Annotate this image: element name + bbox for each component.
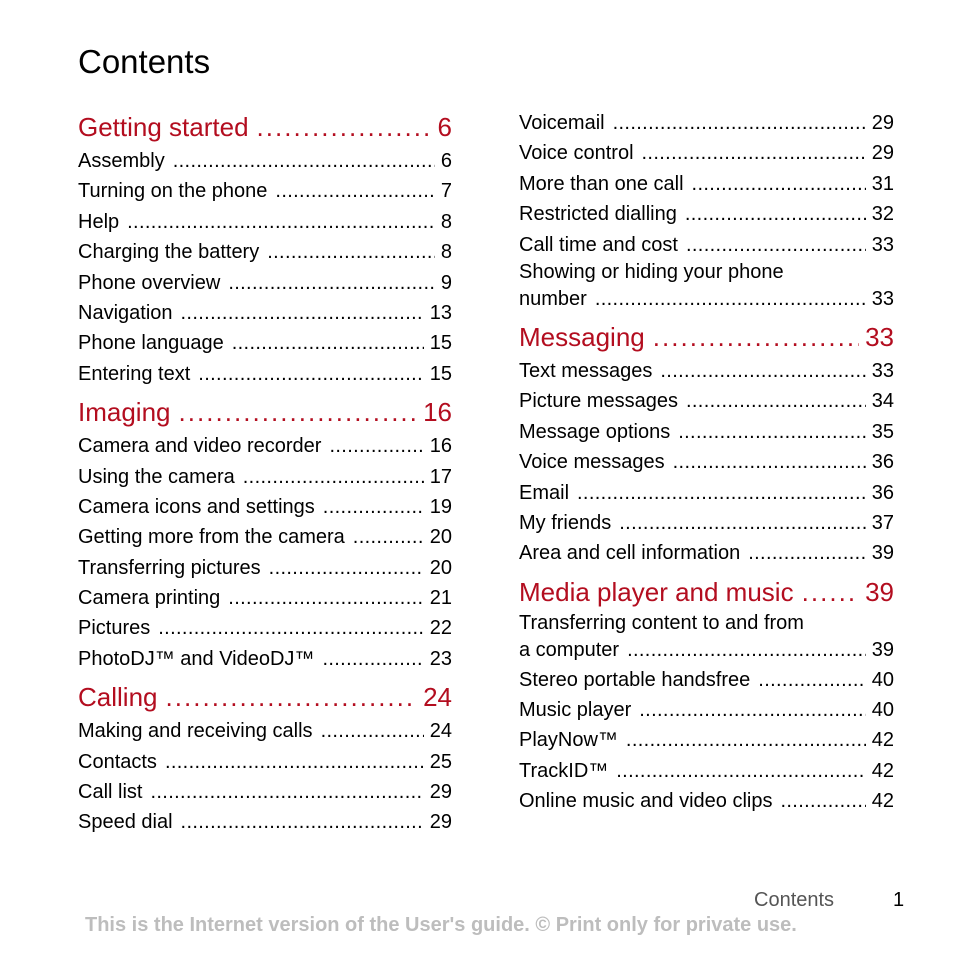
toc-entry[interactable] — [78, 613, 452, 643]
toc-entry[interactable] — [519, 508, 894, 538]
toc-entry[interactable] — [519, 447, 894, 477]
dot-leader — [685, 199, 866, 229]
dot-leader — [181, 807, 424, 837]
toc-heading-calling[interactable] — [78, 678, 452, 716]
heading-label: Calling — [78, 682, 158, 713]
entry-page: 39 — [871, 638, 894, 661]
dot-leader — [758, 665, 865, 695]
entry-label: Email — [519, 481, 570, 504]
entry-page: 8 — [440, 210, 452, 233]
entry-label: Camera icons and settings — [78, 495, 315, 518]
entry-label: Using the camera — [78, 465, 235, 488]
toc-entry-two-line[interactable] — [519, 611, 894, 665]
toc-entry[interactable] — [78, 644, 452, 674]
entry-label: Contacts — [78, 750, 157, 773]
toc-entry[interactable] — [519, 386, 894, 416]
entry-page: 13 — [429, 301, 452, 324]
toc-entry[interactable] — [78, 583, 452, 613]
entry-page: 9 — [440, 271, 452, 294]
toc-entry[interactable] — [78, 146, 452, 176]
toc-entry[interactable] — [78, 328, 452, 358]
toc-entry[interactable] — [78, 462, 452, 492]
heading-page: 6 — [437, 112, 452, 142]
footer-disclaimer: This is the Internet version of the User's guide. © Print only for private use. — [85, 914, 797, 936]
dot-leader — [257, 108, 432, 146]
dot-leader — [173, 146, 435, 176]
entry-page: 8 — [440, 241, 452, 264]
entry-page: 22 — [429, 617, 452, 640]
dot-leader — [616, 756, 865, 786]
entry-label-line1: Transferring content to and from — [519, 611, 804, 634]
dot-leader — [353, 522, 424, 552]
toc-entry[interactable] — [519, 199, 894, 229]
entry-line2 — [519, 284, 894, 314]
toc-entry[interactable] — [519, 695, 894, 725]
entry-page: 29 — [429, 781, 452, 804]
heading-page: 39 — [865, 576, 894, 607]
entry-page: 33 — [871, 287, 894, 310]
dot-leader — [267, 237, 435, 267]
entry-label: Charging the battery — [78, 241, 260, 264]
page-title: Contents — [78, 43, 211, 80]
entry-page: 21 — [429, 587, 452, 610]
entry-label: Call list — [78, 781, 143, 804]
entry-label: Camera and video recorder — [78, 435, 322, 458]
entry-page: 36 — [871, 481, 894, 504]
entry-page: 34 — [871, 390, 894, 413]
dot-leader — [179, 393, 418, 431]
dot-leader — [626, 725, 866, 755]
toc-entry[interactable] — [78, 747, 452, 777]
entry-page: 29 — [871, 112, 894, 134]
dot-leader — [595, 284, 866, 314]
dot-leader — [642, 138, 866, 168]
toc-entry[interactable] — [519, 478, 894, 508]
dot-leader — [165, 747, 424, 777]
dot-leader — [322, 644, 423, 674]
entry-page: 20 — [429, 556, 452, 579]
toc-entry[interactable] — [78, 553, 452, 583]
toc-entry[interactable] — [78, 522, 452, 552]
heading-label: Media player and music — [519, 576, 794, 607]
entry-label: Transferring pictures — [78, 556, 261, 579]
dot-leader — [228, 583, 423, 613]
toc-entry[interactable] — [78, 777, 452, 807]
dot-leader — [660, 356, 865, 386]
entry-page: 20 — [429, 526, 452, 549]
footer-page-number: 1 — [893, 889, 905, 911]
entry-label: Message options — [519, 420, 671, 443]
entry-page: 40 — [871, 699, 894, 722]
entry-page: 35 — [871, 420, 894, 443]
toc-entry[interactable] — [519, 725, 894, 755]
entry-label: Assembly — [78, 150, 165, 172]
dot-leader — [158, 613, 424, 643]
dot-leader — [243, 462, 424, 492]
toc-heading-getting-started[interactable] — [78, 108, 452, 146]
dot-leader — [127, 207, 435, 237]
dot-leader — [181, 298, 424, 328]
dot-leader — [639, 695, 865, 725]
dot-leader — [323, 492, 424, 522]
entry-label: Making and receiving calls — [78, 720, 313, 743]
entry-label-line1: Showing or hiding your phone — [519, 260, 784, 283]
entry-label: Phone language — [78, 332, 224, 355]
entry-label: Help — [78, 210, 120, 233]
heading-page: 16 — [423, 397, 452, 428]
entry-line2 — [519, 635, 894, 665]
entry-label: Entering text — [78, 362, 191, 385]
entry-label: Camera printing — [78, 587, 221, 610]
toc-entry[interactable] — [78, 298, 452, 328]
entry-page: 25 — [429, 750, 452, 773]
entry-page: 42 — [871, 759, 894, 782]
heading-page: 33 — [865, 321, 894, 352]
entry-label: Voicemail — [519, 112, 605, 134]
entry-page: 7 — [440, 180, 452, 203]
dot-leader — [627, 635, 866, 665]
dot-leader — [150, 777, 423, 807]
entry-page: 15 — [429, 332, 452, 355]
toc-entry[interactable] — [78, 237, 452, 267]
entry-label: Speed dial — [78, 811, 173, 834]
dot-leader — [269, 553, 424, 583]
heading-label: Getting started — [78, 112, 249, 142]
heading-label: Imaging — [78, 397, 171, 428]
toc-left-column — [78, 108, 452, 838]
dot-leader — [232, 328, 424, 358]
entry-page: 32 — [871, 203, 894, 226]
entry-label: PhotoDJ™ and VideoDJ™ — [78, 647, 315, 670]
entry-label: PlayNow™ — [519, 729, 618, 752]
dot-leader — [653, 318, 859, 356]
toc-right-column — [519, 108, 894, 817]
entry-label: Phone overview — [78, 271, 221, 294]
entry-page: 33 — [871, 359, 894, 382]
dot-leader — [686, 230, 866, 260]
dot-leader — [692, 169, 866, 199]
entry-page: 36 — [871, 451, 894, 474]
toc-heading-imaging[interactable] — [78, 393, 452, 431]
toc-entry[interactable] — [519, 169, 894, 199]
entry-label: My friends — [519, 511, 612, 534]
entry-label: Voice control — [519, 142, 634, 165]
entry-label: Text messages — [519, 359, 653, 382]
toc-entry[interactable] — [78, 807, 452, 837]
toc-entry[interactable] — [78, 268, 452, 298]
dot-leader — [748, 538, 866, 568]
entry-label: TrackID™ — [519, 759, 609, 782]
dot-leader — [613, 108, 866, 138]
entry-label: Navigation — [78, 301, 173, 324]
toc-entry[interactable] — [78, 176, 452, 206]
entry-page: 31 — [871, 172, 894, 195]
toc-entry[interactable] — [78, 359, 452, 389]
entry-page: 42 — [871, 729, 894, 752]
dot-leader — [678, 417, 866, 447]
entry-page: 15 — [429, 362, 452, 385]
entry-page: 6 — [440, 150, 452, 172]
entry-page: 23 — [429, 647, 452, 670]
toc-entry[interactable] — [519, 786, 894, 816]
dot-leader — [686, 386, 866, 416]
entry-page: 42 — [871, 790, 894, 813]
entry-page: 40 — [871, 668, 894, 691]
entry-page: 16 — [429, 435, 452, 458]
entry-label: Voice messages — [519, 451, 665, 474]
entry-label: Getting more from the camera — [78, 526, 345, 549]
toc-entry[interactable] — [519, 417, 894, 447]
entry-label: More than one call — [519, 172, 684, 195]
entry-label: Stereo portable handsfree — [519, 668, 751, 691]
toc-heading-messaging[interactable] — [519, 318, 894, 356]
toc-entry[interactable] — [78, 431, 452, 461]
toc-entry[interactable] — [78, 492, 452, 522]
dot-leader — [329, 431, 423, 461]
entry-label: Call time and cost — [519, 233, 678, 256]
toc-entry[interactable] — [519, 756, 894, 786]
toc-entry-two-line[interactable] — [519, 260, 894, 314]
dot-leader — [321, 716, 424, 746]
toc-entry[interactable] — [519, 356, 894, 386]
entry-page: 37 — [871, 511, 894, 534]
entry-page: 29 — [871, 142, 894, 165]
toc-entry[interactable] — [519, 230, 894, 260]
entry-page: 29 — [429, 811, 452, 834]
entry-label-line2: a computer — [519, 638, 620, 661]
heading-label: Messaging — [519, 321, 645, 352]
entry-label: Area and cell information — [519, 542, 741, 565]
toc-entry[interactable] — [519, 108, 894, 138]
dot-leader — [673, 447, 866, 477]
dot-leader — [619, 508, 866, 538]
entry-label: Turning on the phone — [78, 180, 268, 203]
dot-leader — [802, 573, 860, 611]
entry-page: 17 — [429, 465, 452, 488]
entry-label-line2: number — [519, 287, 587, 310]
toc-heading-media-player[interactable] — [519, 573, 894, 611]
dot-leader — [198, 359, 423, 389]
entry-page: 33 — [871, 233, 894, 256]
entry-page: 19 — [429, 495, 452, 518]
dot-leader — [780, 786, 865, 816]
entry-label: Pictures — [78, 617, 151, 640]
dot-leader — [228, 268, 435, 298]
entry-page: 39 — [871, 542, 894, 565]
dot-leader — [577, 478, 866, 508]
entry-page: 24 — [429, 720, 452, 743]
entry-label: Online music and video clips — [519, 790, 773, 813]
entry-label: Restricted dialling — [519, 203, 677, 226]
dot-leader — [166, 678, 418, 716]
footer-section-label: Contents — [754, 889, 835, 911]
toc-entry[interactable] — [519, 138, 894, 168]
toc-entry[interactable] — [78, 716, 452, 746]
entry-label: Picture messages — [519, 390, 678, 413]
toc-entry[interactable] — [519, 538, 894, 568]
dot-leader — [275, 176, 434, 206]
heading-page: 24 — [423, 682, 452, 713]
toc-entry[interactable] — [78, 207, 452, 237]
toc-entry[interactable] — [519, 665, 894, 695]
entry-label: Music player — [519, 699, 632, 722]
